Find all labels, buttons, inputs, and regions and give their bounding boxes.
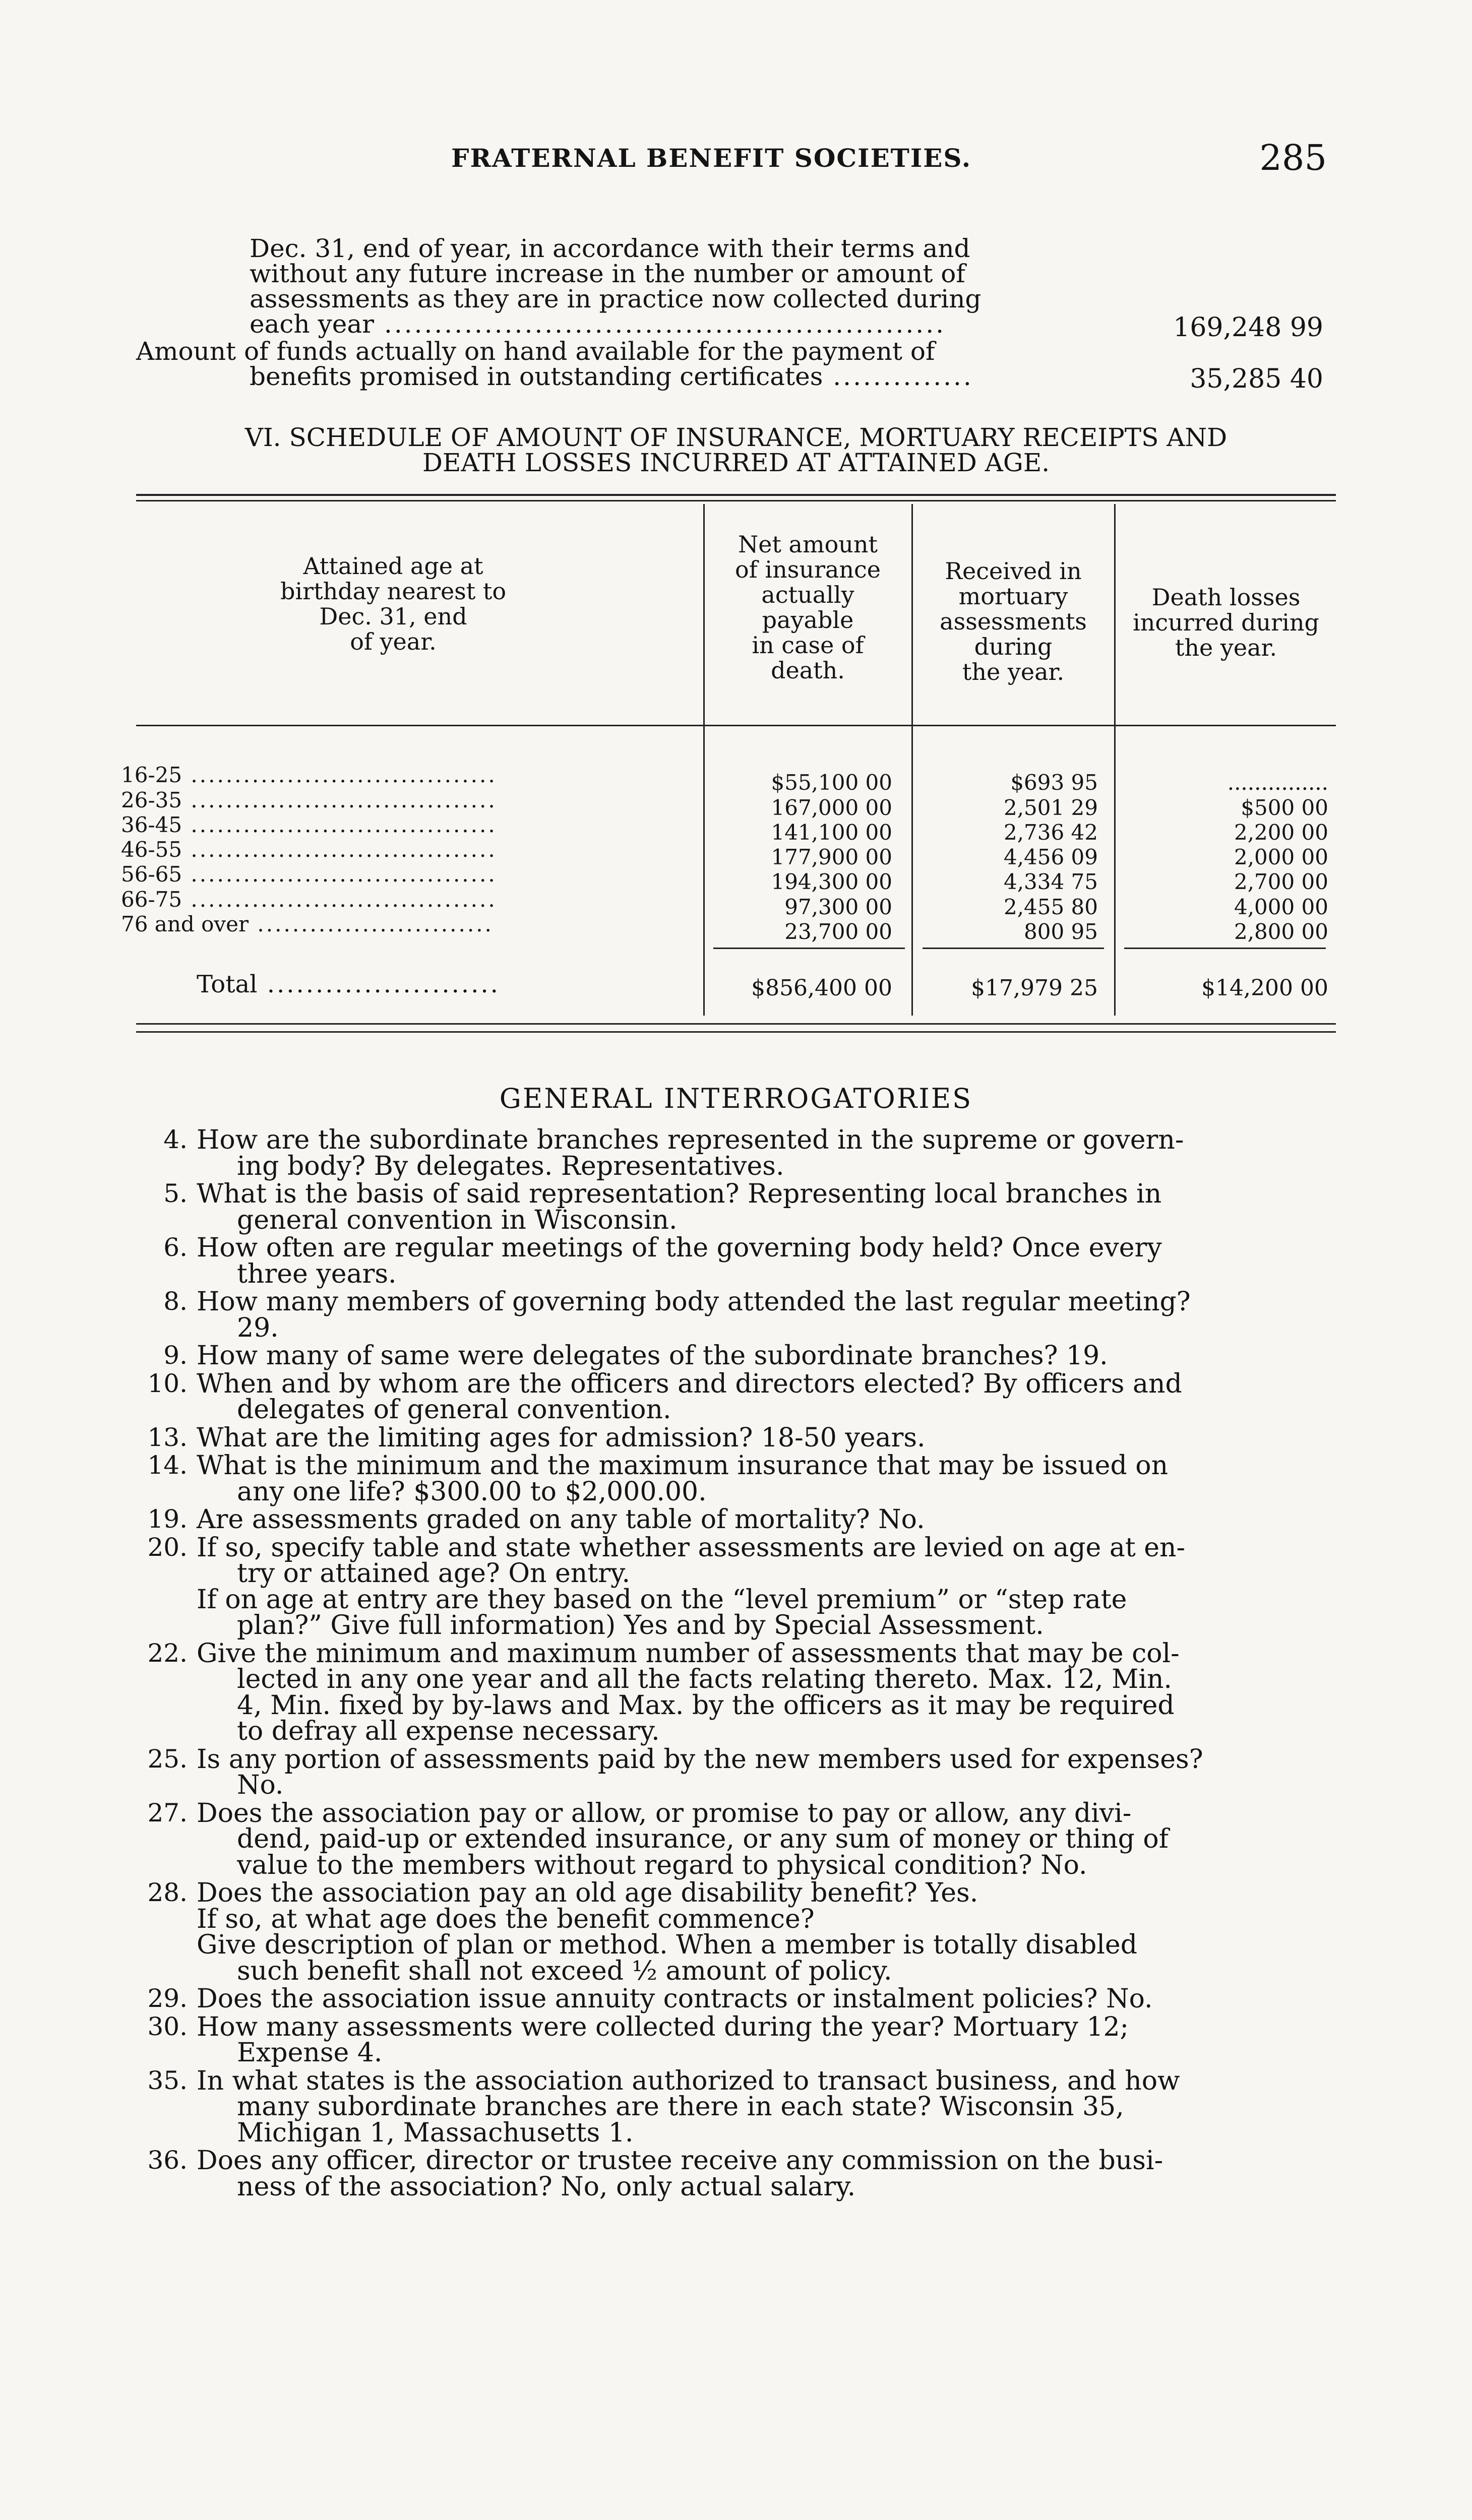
interrogatories-title: GENERAL INTERROGATORIES xyxy=(499,1083,973,1114)
question-text-line: general convention in Wisconsin. xyxy=(237,1205,678,1235)
funds-line: each year ........................................................ xyxy=(250,309,946,339)
header-net-insurance: Net amount of insurance actually payable in case of death. xyxy=(735,531,881,684)
subtotal-rule xyxy=(1124,948,1326,949)
funds-line: Dec. 31, end of year, in accordance with their terms and xyxy=(250,234,970,263)
received-value: 4,334 75 xyxy=(1003,869,1098,894)
losses-value: 2,700 00 xyxy=(1234,869,1328,894)
received-value: 2,736 42 xyxy=(1003,820,1098,845)
question-text-line: 29. xyxy=(237,1312,279,1343)
question-text-line: How many assessments were collected during the year? Mortuary 12; xyxy=(197,2011,1129,2042)
question-text-line: If so, specify table and state whether assessments are levied on age at en- xyxy=(197,1532,1186,1563)
insurance-value: 167,000 00 xyxy=(771,795,892,820)
total-received: $17,979 25 xyxy=(971,975,1098,1001)
question-text-line: No. xyxy=(237,1770,284,1800)
funds-line: benefits promised in outstanding certificates .............. xyxy=(250,362,973,391)
schedule-title: VI. SCHEDULE OF AMOUNT OF INSURANCE, MORTUARY RECEIPTS AND xyxy=(244,423,1228,452)
question-text-line: Are assessments graded on any table of mortality? No. xyxy=(197,1504,925,1535)
losses-value: 2,200 00 xyxy=(1234,820,1328,845)
question-text-line: How are the subordinate branches represented in the supreme or govern- xyxy=(197,1125,1184,1155)
losses-value: 4,000 00 xyxy=(1234,895,1328,919)
insurance-value: 141,100 00 xyxy=(771,820,892,845)
losses-value: ............... xyxy=(1227,770,1328,795)
received-value: 800 95 xyxy=(1024,919,1098,944)
question-text-line: If on age at entry are they based on the “level premium” or “step rate xyxy=(197,1584,1127,1615)
insurance-value: $55,100 00 xyxy=(771,770,892,795)
age-range: 66-75 xyxy=(121,887,182,912)
table-top-rule xyxy=(136,494,1336,496)
question-text-line: Does any officer, director or trustee receive any commission on the busi- xyxy=(197,2146,1163,2176)
question-text-line: What are the limiting ages for admission? 18-50 years. xyxy=(197,1422,926,1453)
question-number: 28. xyxy=(147,1878,188,1907)
schedule-subtitle: DEATH LOSSES INCURRED AT ATTAINED AGE. xyxy=(422,448,1050,477)
question-text-line: ness of the association? No, only actual salary. xyxy=(237,2171,856,2202)
question-text-line: to defray all expense necessary. xyxy=(237,1716,660,1746)
question-text-line: What is the minimum and the maximum insurance that may be issued on xyxy=(197,1451,1169,1481)
received-value: 2,501 29 xyxy=(1003,795,1098,820)
funds-line: without any future increase in the number or amount of xyxy=(250,259,965,288)
question-text-line: How often are regular meetings of the governing body held? Once every xyxy=(197,1233,1162,1263)
total-label: Total xyxy=(197,970,258,998)
header-death-losses: Death losses incurred during the year. xyxy=(1133,584,1319,661)
question-text-line: lected in any one year and all the facts relating thereto. Max. 12, Min. xyxy=(237,1664,1172,1694)
question-text-line: ing body? By delegates. Representatives. xyxy=(237,1151,784,1181)
question-text-line: 4, Min. fixed by by-laws and Max. by the officers as it may be required xyxy=(237,1690,1175,1721)
question-text-line: value to the members without regard to physical condition? No. xyxy=(237,1850,1087,1880)
header-bottom-rule xyxy=(136,725,1336,726)
header-mortuary-received: Received in mortuary assessments during the year. xyxy=(940,557,1087,685)
funds-line: Amount of funds actually on hand available for the payment of xyxy=(136,337,935,366)
question-text-line: What is the basis of said representation? Representing local branches in xyxy=(197,1179,1162,1209)
question-number: 36. xyxy=(147,2146,188,2175)
age-range: 56-65 xyxy=(121,862,182,887)
question-number: 30. xyxy=(147,2011,188,2041)
question-number: 27. xyxy=(147,1798,188,1828)
insurance-value: 23,700 00 xyxy=(784,919,892,944)
question-text-line: three years. xyxy=(237,1258,397,1289)
question-text-line: Give the minimum and maximum number of assessments that may be col- xyxy=(197,1638,1180,1669)
question-number: 25. xyxy=(147,1744,188,1774)
column-divider xyxy=(703,504,705,1016)
losses-value: $500 00 xyxy=(1241,795,1328,820)
column-divider xyxy=(911,504,913,1016)
received-value: 2,455 80 xyxy=(1003,895,1098,919)
question-text-line: When and by whom are the officers and directors elected? By officers and xyxy=(197,1368,1182,1399)
question-text-line: any one life? $300.00 to $2,000.00. xyxy=(237,1476,707,1507)
question-text-line: Expense 4. xyxy=(237,2038,383,2068)
total-insurance: $856,400 00 xyxy=(751,975,892,1001)
page-header xyxy=(0,137,1472,182)
question-text-line: Does the association issue annuity contracts or instalment policies? No. xyxy=(197,1984,1153,2014)
table-bottom-rule xyxy=(136,1031,1336,1033)
question-text-line: Does the association pay or allow, or promise to pay or allow, any divi- xyxy=(197,1798,1132,1829)
question-text-line: How many members of governing body attended the last regular meeting? xyxy=(197,1287,1191,1317)
question-text-line: In what states is the association authorized to transact business, and how xyxy=(197,2065,1180,2096)
question-number: 13. xyxy=(147,1422,188,1452)
question-text-line: such benefit shall not exceed ½ amount of policy. xyxy=(237,1956,892,1986)
insurance-value: 97,300 00 xyxy=(784,895,892,919)
page-number: 285 xyxy=(1259,137,1327,178)
question-text-line: Does the association pay an old age disability benefit? Yes. xyxy=(197,1878,978,1908)
age-range: 36-45 xyxy=(121,812,182,837)
question-number: 20. xyxy=(147,1532,188,1562)
question-text-line: many subordinate branches are there in each state? Wisconsin 35, xyxy=(237,2092,1124,2122)
question-number: 10. xyxy=(147,1368,188,1398)
age-range: 76 and over xyxy=(121,912,249,936)
question-text-line: Is any portion of assessments paid by the new members used for expenses? xyxy=(197,1744,1203,1775)
question-text-line: plan?” Give full information) Yes and by Special Assessment. xyxy=(237,1610,1044,1641)
question-number: 6. xyxy=(163,1233,188,1262)
question-number: 29. xyxy=(147,1984,188,2013)
subtotal-rule xyxy=(713,948,905,949)
question-text-line: How many of same were delegates of the subordinate branches? 19. xyxy=(197,1341,1108,1371)
losses-value: 2,800 00 xyxy=(1234,919,1328,944)
losses-value: 2,000 00 xyxy=(1234,845,1328,869)
age-range: 16-25 xyxy=(121,763,182,787)
subtotal-rule xyxy=(923,948,1104,949)
question-number: 22. xyxy=(147,1638,188,1668)
question-number: 35. xyxy=(147,2065,188,2095)
age-range: 26-35 xyxy=(121,788,182,812)
table-bottom-rule xyxy=(136,1023,1336,1025)
funds-amount-on-hand: 35,285 40 xyxy=(1190,364,1323,394)
question-number: 5. xyxy=(163,1179,188,1208)
age-range: 46-55 xyxy=(121,837,182,862)
question-number: 19. xyxy=(147,1504,188,1534)
header-attained-age: Attained age at birthday nearest to Dec. 31, end of year. xyxy=(280,552,507,655)
question-text-line: try or attained age? On entry. xyxy=(237,1558,630,1589)
question-number: 9. xyxy=(163,1341,188,1370)
received-value: 4,456 09 xyxy=(1003,845,1098,869)
question-text-line: dend, paid-up or extended insurance, or any sum of money or thing of xyxy=(237,1824,1169,1854)
funds-amount-estimated: 169,248 99 xyxy=(1173,312,1323,343)
question-text-line: delegates of general convention. xyxy=(237,1395,671,1425)
question-text-line: Michigan 1, Massachusetts 1. xyxy=(237,2117,634,2148)
column-divider xyxy=(1114,504,1116,1016)
question-number: 14. xyxy=(147,1451,188,1480)
question-number: 4. xyxy=(163,1125,188,1154)
question-text-line: If so, at what age does the benefit commence? xyxy=(197,1904,815,1934)
insurance-value: 194,300 00 xyxy=(771,869,892,894)
question-number: 8. xyxy=(163,1287,188,1316)
received-value: $693 95 xyxy=(1010,770,1098,795)
table-top-rule xyxy=(136,500,1336,501)
funds-line: assessments as they are in practice now collected during xyxy=(250,284,982,313)
running-title: FRATERNAL BENEFIT SOCIETIES. xyxy=(451,143,972,173)
question-text-line: Give description of plan or method. When a member is totally disabled xyxy=(197,1930,1137,1960)
total-losses: $14,200 00 xyxy=(1201,975,1328,1001)
insurance-value: 177,900 00 xyxy=(771,845,892,869)
